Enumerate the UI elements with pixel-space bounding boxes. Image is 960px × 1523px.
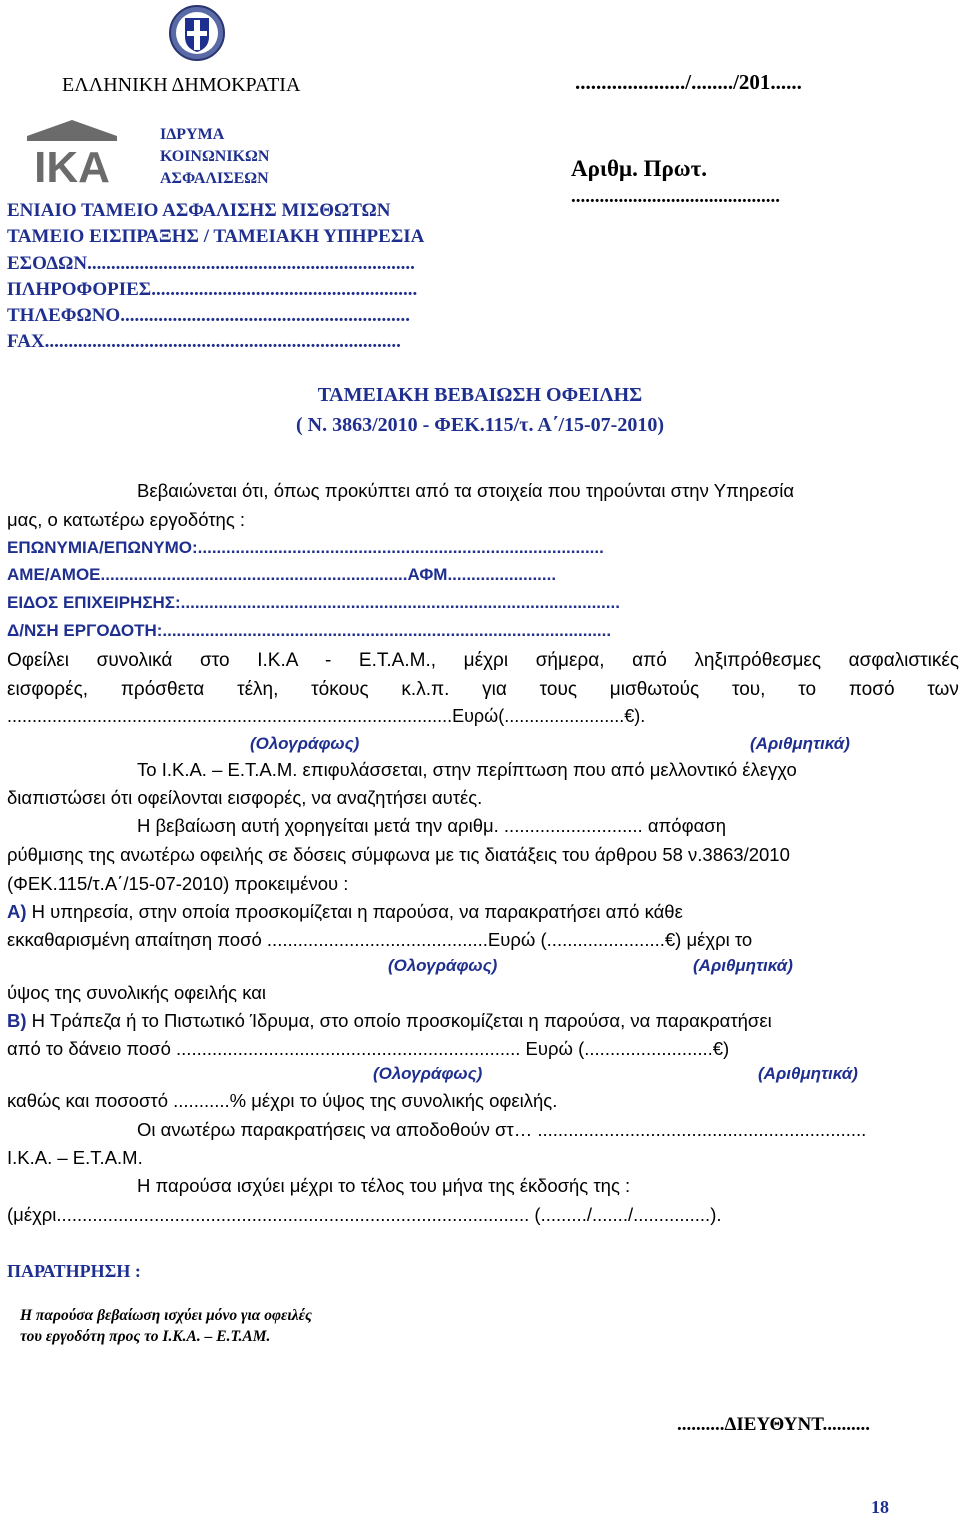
owes-line1: Οφείλει συνολικά στο Ι.Κ.Α - Ε.Τ.Α.Μ., μέχρι σήμερα, από ληξιπρόθεσμες ασφαλιστικές <box>7 650 959 671</box>
valid-line2: (μέχρι............................................................................................ (........./......./...............). <box>7 1204 722 1225</box>
law-reference: ( Ν. 3863/2010 - ΦΕΚ.115/τ. Α΄/15-07-2010) <box>295 414 664 436</box>
field-info: ΠΛΗΡΟΦΟΡΙΕΣ........................................................ <box>7 279 418 300</box>
clause-a-text: Η υπηρεσία, στην οποία προσκομίζεται η παρούσα, να παρακρατήσει από κάθε <box>26 901 683 922</box>
owes-word: πρόσθετα <box>120 679 205 700</box>
label-numeric: (Αριθμητικά) <box>758 1064 858 1083</box>
owes-word: το <box>798 679 817 700</box>
withhold-line1: Οι ανωτέρω παρακρατήσεις να αποδοθούν στ… ................................................................ <box>137 1119 867 1140</box>
label-numeric: (Αριθμητικά) <box>750 734 850 753</box>
clause-b-text: Η Τράπεζα ή το Πιστωτικό Ίδρυμα, στο οποίο προσκομίζεται η παρούσα, να παρακρατήσει <box>26 1010 772 1031</box>
ika-logo-text: IKA <box>34 143 110 190</box>
owes-word: τόκους <box>311 679 369 700</box>
org-name-line1: ΙΔΡΥΜΑ <box>160 126 225 143</box>
fund-name: ΕΝΙΑΙΟ ΤΑΜΕΙΟ ΑΣΦΑΛΙΣΗΣ ΜΙΣΘΩΤΩΝ <box>7 200 391 221</box>
service-name: ΤΑΜΕΙΟ ΕΙΣΠΡΑΞΗΣ / ΤΑΜΕΙΑΚΗ ΥΠΗΡΕΣΙΑ <box>7 226 425 247</box>
valid-line1: Η παρούσα ισχύει μέχρι το τέλος του μήνα της έκδοσής της : <box>137 1175 631 1196</box>
clause-b-line2: από το δάνειο ποσό ................................................................... Ευρώ (.........................€) <box>7 1038 730 1059</box>
clause-a-line1 <box>7 901 683 923</box>
org-name-line2: ΚΟΙΝΩΝΙΚΩΝ <box>160 148 270 165</box>
field-revenue: ΕΣΟΔΩΝ..................................................................... <box>7 253 415 274</box>
ame-afm-field: ΑΜΕ/ΑΜΟΕ.................................................................ΑΦΜ....................... <box>7 565 557 584</box>
field-phone: ΤΗΛΕΦΩΝΟ............................................................. <box>7 305 410 326</box>
owes-word: για <box>482 679 507 700</box>
withhold-line2: Ι.Κ.Α. – Ε.Τ.Α.Μ. <box>7 1147 143 1168</box>
employer-address-field: Δ/ΝΣΗ ΕΡΓΟΔΟΤΗ:............................................................................................... <box>7 621 612 640</box>
protocol-label: Αριθμ. Πρωτ. <box>571 156 707 181</box>
clause-a-line2: εκκαθαρισμένη απαίτηση ποσό ...........................................Ευρώ (.......................€) μέχρι το <box>7 929 753 950</box>
note-text-line1: Η παρούσα βεβαίωση ισχύει μόνο για οφειλές <box>20 1307 312 1324</box>
page-number: 18 <box>871 1497 889 1517</box>
document-title: ΤΑΜΕΙΑΚΗ ΒΕΒΑΙΩΣΗ ΟΦΕΙΛΗΣ <box>317 384 643 406</box>
label-in-words: (Ολογράφως) <box>250 734 360 753</box>
intro-line1: Βεβαιώνεται ότι, όπως προκύπτει από τα στοιχεία που τηρούνται στην Υπηρεσία <box>137 480 795 501</box>
org-name-line3: ΑΣΦΑΛΙΣΕΩΝ <box>160 170 269 187</box>
owes-word: τους <box>539 679 578 700</box>
label-numeric: (Αριθμητικά) <box>693 956 793 975</box>
clause-b-line3: καθώς και ποσοστό ...........% μέχρι το ύψος της συνολικής οφειλής. <box>7 1090 558 1111</box>
owes-word: τέλη, <box>237 679 279 700</box>
granted-line3: (ΦΕΚ.115/τ.Α΄/15-07-2010) προκειμένου : <box>7 873 349 894</box>
field-fax: FAX........................................................................... <box>7 331 401 352</box>
clause-b-line1 <box>7 1010 772 1032</box>
clause-b-mark: Β) <box>7 1010 27 1031</box>
note-text-line2: του εργοδότη προς το Ι.Κ.Α. – Ε.Τ.ΑΜ. <box>20 1328 271 1345</box>
owes-line2 <box>7 679 959 701</box>
date-field: ...................../......../201...... <box>575 70 802 94</box>
intro-line2: μας, ο κατωτέρω εργοδότης : <box>7 509 246 530</box>
ika-logo <box>22 116 122 190</box>
clause-a-line3: ύψος της συνολικής οφειλής και <box>7 982 267 1003</box>
label-in-words: (Ολογράφως) <box>373 1064 483 1083</box>
label-in-words: (Ολογράφως) <box>388 956 498 975</box>
director-signature-line: ..........ΔΙΕΥΘΥΝΤ.......... <box>677 1414 871 1435</box>
granted-line2: ρύθμισης της ανωτέρω οφειλής σε δόσεις σύμφωνα με τις διατάξεις του άρθρου 58 ν.3863/2010 <box>7 844 790 865</box>
owes-word: του, <box>731 679 766 700</box>
business-type-field: ΕΙΔΟΣ ΕΠΙΧΕΙΡΗΣΗΣ:............................................................................................. <box>7 593 620 612</box>
granted-line1: Η βεβαίωση αυτή χορηγείται μετά την αριθμ. ........................... απόφαση <box>137 815 726 836</box>
owes-word: εισφορές, <box>7 679 89 700</box>
country-name: ΕΛΛΗΝΙΚΗ ΔΗΜΟΚΡΑΤΙΑ <box>62 74 301 96</box>
reserve-line1: Το Ι.Κ.Α. – Ε.Τ.Α.Μ. επιφυλάσσεται, στην περίπτωση που από μελλοντικό έλεγχο <box>137 759 797 780</box>
clause-a-mark: Α) <box>7 901 27 922</box>
owes-word: μισθωτούς <box>609 679 700 700</box>
owes-word: κ.λ.π. <box>401 679 450 700</box>
owes-word: ποσό <box>848 679 895 700</box>
note-heading: ΠΑΡΑΤΗΡΗΣΗ : <box>7 1261 141 1281</box>
owes-word: των <box>927 679 959 700</box>
employer-name-field: ΕΠΩΝΥΜΙΑ/ΕΠΩΝΥΜΟ:...................................................................................... <box>7 538 604 557</box>
owes-amount-line: .........................................................................................Ευρώ(........................€). <box>7 706 646 726</box>
reserve-line2: διαπιστώσει ότι οφείλονται εισφορές, να αναζητήσει αυτές. <box>7 787 483 808</box>
greek-emblem <box>168 4 226 62</box>
protocol-dots: ............................................ <box>571 186 780 207</box>
